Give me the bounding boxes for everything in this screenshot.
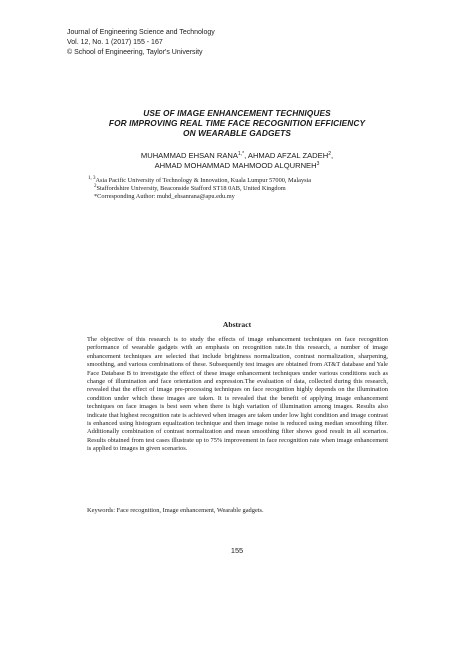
page-number: 155 [230,546,244,555]
abstract-body: The objective of this research is to study the effects of image enhancement techniques on face recognition performance of wearable gadgets with an emphasis on recognition rate.In this research, a number of image enhancement techniques are selected that include brightness normalization, contrast normalization, sharpening, smoothing, and various combinations of these. Subsequently test images are obtained from AT&T database and Yale Face Database B to investigate the effect of these image enhancement techniques under various conditions such as change of illumination and face orientation and expression.The evaluation of data, collected during this research, revealed that the effect of image pre-processing techniques on face recognition highly depends on the illumination condition under which these images are taken. It is revealed that the benefit of applying image enhancement techniques on face images is best seen when there is high variation of illumination among images. Results also indicate that highest recognition rate is achieved when images are taken under low light condition and image contrast is enhanced using histogram equalization technique and then image noise is reduced using median smoothing filter. Additionally combination of contrast normalization and mean smoothing filter shows good result in all scenarios. Results obtained from test cases illustrate up to 75% improvement in face recognition rate when image enhancement is applied to images in given scenarios. [87,336,388,453]
affiliation-mark: 2 [94,184,97,189]
title-line-1: USE OF IMAGE ENHANCEMENT TECHNIQUES [143,108,331,118]
journal-name: Journal of Engineering Science and Technology [67,29,215,36]
affiliation-1: $^{1, 3}$Asia Pacific University of Technology & Innovation, Kuala Lumpur 57000, Malaysia [88,176,312,184]
author-line-1: MUHAMMAD EHSAN $RANA^{1,*}$, AHMAD AFZAL ZADEH$^2$, [140,151,334,160]
journal-copyright: © School of Engineering, Taylor's University [67,49,203,56]
author-line-2 [30,161,444,171]
author-list [30,151,444,171]
affiliation-2: $^2$Staffordshire University, Beaconside Stafford ST18 0AB, United Kingdom [94,184,286,192]
paper-title [30,108,444,138]
journal-volume: Vol. 12, No. 1 (2017) 155 - 167 [67,39,163,46]
abstract-heading: Abstract [222,320,252,329]
author-name: AHMAD AFZAL ZADEH [247,151,329,160]
affiliation-mark: 1, 3 [88,176,96,181]
author-affiliation-mark: 3 [316,161,320,167]
title-line-3: ON WEARABLE GADGETS [183,128,291,138]
author-name: AHMAD MOHAMMAD MAHMOOD ALQURNEH [154,161,317,170]
title-line-2: FOR IMPROVING REAL TIME FACE RECOGNITION EFFICIENCY [108,118,366,128]
corresponding-author: *Corresponding Author: muhd_ehsanrana@apu.edu.my [94,193,235,200]
keywords: Keywords: Face recognition, Image enhancement, Wearable gadgets. [87,507,264,514]
affiliations [88,177,388,201]
author-affiliation-mark: 1,* [237,151,245,157]
author-affiliation-mark: 2 [328,151,331,157]
journal-header [67,28,367,58]
author-name: MUHAMMAD EHSAN RANA [140,151,238,160]
